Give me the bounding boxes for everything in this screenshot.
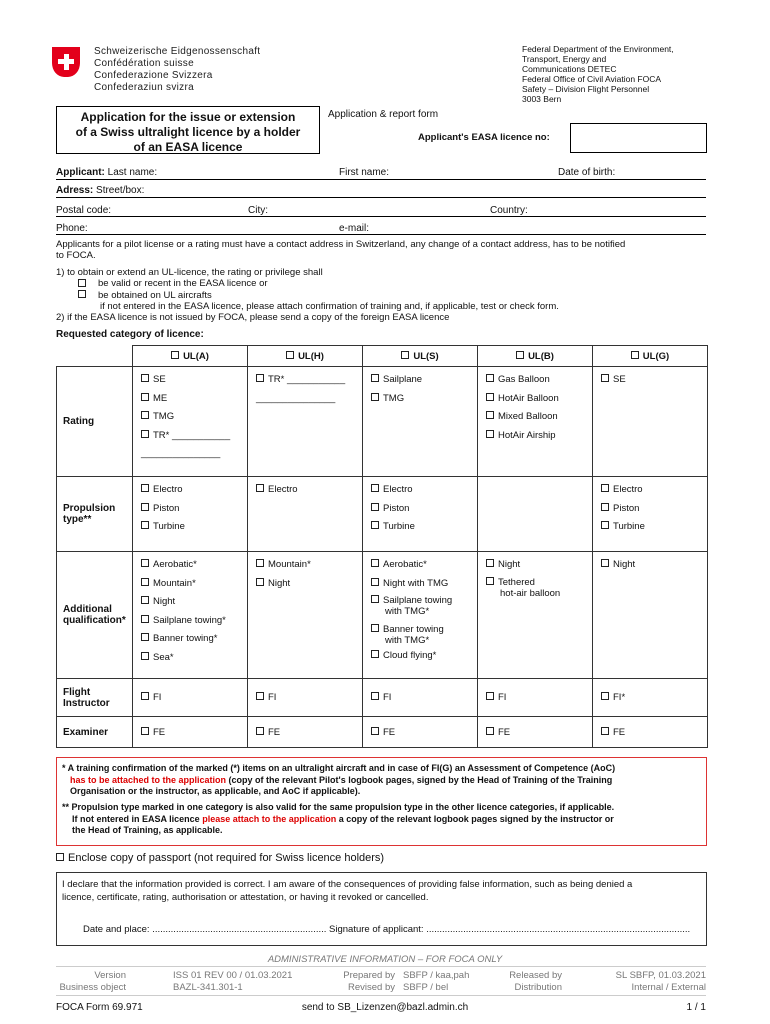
column-ul-a[interactable] [133,346,248,367]
row-label-propulsion: Propulsion type** [57,477,133,552]
column-label: UL(G) [642,350,670,362]
option-label: FE [613,726,626,738]
passport-label: Enclose copy of passport (not required for Swiss licence holders) [68,852,385,864]
row-label-additional: Additional qualification* [57,552,133,679]
checkbox[interactable] [256,578,264,586]
option-label: HotAir Airship [498,429,556,441]
divider [56,234,706,235]
checkbox[interactable] [601,559,609,567]
footnote-line: Organisation or the instructor, as applicable, and AoC if applicable). [70,786,361,796]
option[interactable] [593,692,707,703]
admin-label: Prepared by [343,970,395,981]
option-label: HotAir Balloon [498,392,559,404]
checkbox[interactable] [371,727,379,735]
checkbox[interactable] [256,692,264,700]
requirement-subitem: if not entered in the EASA licence, please attach confirmation of training and, if applicable, test or check form. [100,300,559,312]
admin-values-2 [403,970,469,994]
declaration-line: licence, certificate, rating, authorisation or attestation, or having it revoked or cancelled. [62,891,429,903]
checkbox[interactable] [486,374,494,382]
option-label: TMG [153,411,175,422]
option[interactable] [141,502,247,521]
checkbox[interactable] [486,411,494,419]
checkbox[interactable] [141,393,149,401]
checkbox[interactable] [371,484,379,492]
date-of-birth-field[interactable]: Date of birth: [558,167,616,178]
confederation-name: Schweizerische Eidgenossenschaft [94,46,261,57]
checkbox[interactable] [486,577,494,585]
option-label: FE [498,726,511,738]
option[interactable] [371,483,477,502]
option[interactable] [601,483,707,502]
option-label: FE [268,726,281,738]
form-type: Application & report form [328,109,439,120]
option[interactable] [133,727,247,738]
option-label: Night [153,596,176,607]
checkbox[interactable] [371,624,379,632]
option[interactable] [141,373,247,392]
option[interactable] [141,558,247,577]
option-label: Electro [613,484,643,495]
checkbox[interactable] [141,652,149,660]
option-label: Night with TMG [383,577,449,589]
option-label: Mountain* [153,577,196,589]
address-field[interactable] [56,185,144,196]
option[interactable] [371,624,477,649]
checkbox[interactable] [371,692,379,700]
notice-line: Applicants for a pilot license or a rating must have a contact address in Switzerland, any change of a contact address, has to be notified [56,239,626,250]
department-address [522,44,674,104]
option[interactable] [486,429,592,448]
option[interactable] [478,727,592,738]
admin-values-3 [570,970,706,994]
checkbox[interactable] [141,633,149,641]
checkbox[interactable] [171,351,179,359]
checkbox[interactable] [486,692,494,700]
option-label: Turbine [153,521,185,532]
option[interactable] [486,410,592,429]
option[interactable] [141,614,247,633]
checkbox[interactable] [141,596,149,604]
form-title-line: of a Swiss ultralight licence by a holder [75,125,301,139]
admin-labels-2 [300,970,395,994]
row-label-rating: Rating [57,367,133,477]
option-label: Banner towing [383,624,444,635]
footnotes-box [56,757,707,846]
passport-option[interactable] [56,852,384,864]
checkbox[interactable] [371,393,379,401]
footnote-text: If not entered in EASA licence [72,813,203,824]
easa-licence-input[interactable] [570,123,707,153]
option-label: Sailplane [383,374,423,385]
checkbox[interactable] [286,351,294,359]
admin-heading: ADMINISTRATIVE INFORMATION – FOR FOCA ONLY [267,954,503,965]
option-label: FI [498,692,507,703]
city-field[interactable]: City: [248,205,268,216]
option[interactable] [141,632,247,651]
confederation-name: Confederaziun svizra [94,82,194,93]
option-label: SE [153,374,166,385]
requirement-item: 1) to obtain or extend an UL-licence, the rating or privilege shall [56,267,323,278]
checkbox[interactable] [371,578,379,586]
option-label: Night [268,577,291,589]
option-label: Banner towing* [153,633,218,644]
checkbox[interactable] [256,727,264,735]
checkbox[interactable] [486,393,494,401]
checkbox[interactable] [141,727,149,735]
option-label: TR* ___________ [268,374,346,385]
option[interactable] [256,373,362,392]
option[interactable] [256,483,362,502]
option-label: FE [383,726,396,738]
admin-value: SBFP / kaa,pah [403,970,470,981]
type-rating-line[interactable]: _______________ [256,392,336,404]
checkbox[interactable] [371,503,379,511]
option[interactable] [141,429,247,448]
form-title [56,106,320,154]
option[interactable] [486,577,592,599]
phone-field[interactable]: Phone: [56,223,88,234]
option-label: Tethered [498,576,535,588]
option-label: TR* ___________ [153,429,231,441]
checkbox[interactable] [601,484,609,492]
option[interactable] [601,558,707,577]
option[interactable] [478,692,592,703]
checkbox[interactable] [371,595,379,603]
option-label: Sailplane towing [383,595,453,606]
option-label: SE [613,374,626,385]
department-line: Federal Department of the Environment, [522,44,674,54]
checkbox[interactable] [56,853,64,861]
contact-notice [56,239,625,261]
footnote-line: the Head of Training, as applicable. [72,825,223,835]
checkbox[interactable] [486,727,494,735]
department-line: Transport, Energy and [522,54,607,64]
column-label: UL(A) [183,350,209,362]
option[interactable] [601,520,707,539]
option[interactable] [371,392,477,411]
option[interactable] [601,373,707,392]
admin-labels-3 [470,970,562,994]
option[interactable] [363,692,477,703]
admin-label: Revised by [348,982,395,993]
option-label: Piston [613,502,640,514]
department-line: 3003 Bern [522,94,562,104]
table-row [57,679,708,717]
option[interactable] [486,392,592,411]
option-label: FI* [613,692,626,703]
option[interactable] [248,727,362,738]
footnote-line [62,775,704,787]
confederation-names [94,46,260,94]
required-text: has to be attached to the application [70,774,227,785]
option[interactable] [133,692,247,703]
postal-code-field[interactable]: Postal code: [56,205,112,216]
option[interactable] [371,520,477,539]
table-row [57,367,708,477]
option[interactable] [141,410,247,429]
signature-line[interactable]: Date and place: .................................................................. Signature of applicant: .................................................................................................... [83,924,691,935]
checkbox[interactable] [256,559,264,567]
option-label: Piston [383,502,410,514]
option[interactable] [141,520,247,539]
admin-values-1 [173,970,292,994]
option[interactable] [363,727,477,738]
licence-category-table [56,345,708,748]
option-label: Mountain* [268,559,311,570]
option-label: Night [613,559,636,570]
option[interactable] [141,577,247,596]
checkbox[interactable] [371,374,379,382]
form-title-line: of an EASA licence [133,140,243,154]
option-label: Electro [153,484,183,495]
option-label: FE [153,726,166,738]
option-label: FI [153,692,162,703]
country-field[interactable]: Country: [490,205,528,216]
requirement-text: be valid or recent in the EASA licence or [98,278,268,290]
admin-label: Business object [59,982,126,993]
department-line: Federal Office of Civil Aviation FOCA [522,74,662,84]
declaration-line: I declare that the information provided is correct. I am aware of the consequences of providing false information, such as being denied a [62,879,633,890]
checkbox[interactable] [601,727,609,735]
swiss-flag-logo [52,47,80,77]
option[interactable] [593,727,707,738]
checkbox[interactable] [141,692,149,700]
requirements-list [56,267,559,323]
last-name-label: Last name: [107,167,158,178]
option[interactable] [371,502,477,521]
option[interactable] [141,392,247,411]
easa-licence-label: Applicant's EASA licence no: [418,132,550,143]
option-label: Sailplane towing* [153,614,226,626]
street-label: Street/box: [96,185,145,196]
footnote-text: a copy of the relevant logbook pages signed by the instructor or [336,813,614,824]
column-label: UL(H) [298,350,324,362]
checkbox[interactable] [141,374,149,382]
option[interactable] [371,595,477,624]
option[interactable] [248,692,362,703]
option-label: Aerobatic* [153,559,197,570]
checkbox[interactable] [601,503,609,511]
checkbox[interactable] [401,351,409,359]
divider [56,179,706,180]
requested-category-heading: Requested category of licence: [56,329,204,340]
checkbox[interactable] [486,559,494,567]
applicant-label: Applicant: [56,167,105,178]
option-label: with TMG* [385,635,430,646]
table-row [57,717,708,748]
table-header-row [57,346,708,367]
row-label-examiner: Examiner [57,717,133,748]
option-label: Gas Balloon [498,374,550,385]
declaration-text [62,879,702,904]
column-ul-g[interactable] [593,346,708,367]
page-number: 1 / 1 [686,1002,706,1013]
checkbox[interactable] [141,615,149,623]
option-label: hot-air balloon [500,587,561,599]
admin-value: SBFP / bel [403,982,449,993]
option-label: Sea* [153,651,174,663]
checkbox[interactable] [141,430,149,438]
checkbox [78,290,86,298]
checkbox[interactable] [371,521,379,529]
checkbox[interactable] [256,374,264,382]
option-label: with TMG* [385,606,430,617]
option[interactable] [601,502,707,521]
footnote-2 [62,802,704,837]
option[interactable] [371,373,477,392]
column-label: UL(B) [528,350,554,362]
admin-labels-1 [56,970,126,994]
notice-line: to FOCA. [56,250,96,261]
checkbox[interactable] [601,521,609,529]
option-label: Cloud flying* [383,650,437,661]
checkbox[interactable] [141,578,149,586]
type-rating-line[interactable]: _______________ [141,448,221,459]
checkbox[interactable] [601,692,609,700]
department-line: Safety – Division Flight Personnel [522,84,650,94]
checkbox [78,279,86,287]
last-name-field[interactable] [56,167,157,178]
department-line: Communications DETEC [522,64,617,74]
option-label: Mixed Balloon [498,411,558,422]
first-name-field[interactable]: First name: [339,167,390,178]
option-label: FI [268,692,277,703]
requirement-text: be obtained on UL aircrafts [98,289,212,301]
option-label: Electro [383,484,413,495]
option[interactable] [486,373,592,392]
admin-value: ISS 01 REV 00 / 01.03.2021 [173,970,293,981]
address-label: Adress: [56,185,94,196]
option[interactable] [371,577,477,596]
confederation-name: Confederazione Svizzera [94,70,213,81]
requirement-subitem [56,278,559,289]
divider [56,966,706,967]
option-label: Aerobatic* [383,559,427,570]
column-ul-h[interactable] [248,346,363,367]
option[interactable] [141,651,247,670]
requirement-subitem [56,290,559,301]
option-label: FI [383,692,392,703]
footnote-line: * A training confirmation of the marked (*) items on an ultralight aircraft and in case of FI(G) an Assessment of Competence (AoC) [62,763,616,773]
option[interactable] [486,558,592,577]
requirement-item: 2) if the EASA licence is not issued by FOCA, please send a copy of the foreign EASA licence [56,312,450,324]
option-label: Piston [153,502,180,514]
admin-label: Distribution [514,982,562,993]
option-label: TMG [383,392,405,404]
checkbox[interactable] [141,559,149,567]
declaration-box [56,872,707,946]
column-label: UL(S) [413,350,439,362]
checkbox[interactable] [516,351,524,359]
checkbox[interactable] [141,521,149,529]
checkbox[interactable] [631,351,639,359]
option-label: ME [153,392,168,404]
checkbox[interactable] [371,559,379,567]
form-number: FOCA Form 69.971 [56,1002,143,1013]
option-label: Turbine [383,521,415,532]
option-label: Electro [268,484,298,495]
send-to-address: send to SB_Lizenzen@bazl.admin.ch [301,1002,469,1013]
checkbox[interactable] [141,503,149,511]
column-ul-s[interactable] [363,346,478,367]
checkbox[interactable] [256,484,264,492]
checkbox[interactable] [601,374,609,382]
option-label: Night [498,559,521,570]
option[interactable] [371,649,477,668]
divider [56,197,706,198]
option[interactable] [256,577,362,596]
divider [56,216,706,217]
column-ul-b[interactable] [478,346,593,367]
row-label-flight-instructor: Flight Instructor [57,679,133,717]
option[interactable] [371,558,477,577]
footnote-text: (copy of the relevant Pilot's logbook pages, signed by the Head of Training of the Training [226,774,613,785]
footnote-line [62,814,704,826]
footnote-line: ** Propulsion type marked in one category is also valid for the same propulsion type in the other licence categories, if applicable. [62,802,615,812]
email-field[interactable]: e-mail: [339,223,370,234]
admin-value: SL SBFP, 01.03.2021 [615,970,706,981]
required-text: please attach to the application [202,813,337,824]
confederation-name: Confédération suisse [94,58,194,69]
checkbox[interactable] [371,650,379,658]
form-title-line: Application for the issue or extension [80,110,296,124]
checkbox[interactable] [141,411,149,419]
admin-label: Version [94,970,126,981]
footnote-1 [62,763,704,798]
checkbox[interactable] [141,484,149,492]
option-label: Turbine [613,521,645,532]
table-row [57,552,708,679]
option[interactable] [141,483,247,502]
admin-label: Released by [509,970,562,981]
checkbox[interactable] [486,430,494,438]
admin-value: BAZL-341.301-1 [173,982,243,993]
admin-value: Internal / External [631,982,706,993]
option[interactable] [141,595,247,614]
divider [56,995,706,996]
table-row [57,477,708,552]
option[interactable] [256,558,362,577]
